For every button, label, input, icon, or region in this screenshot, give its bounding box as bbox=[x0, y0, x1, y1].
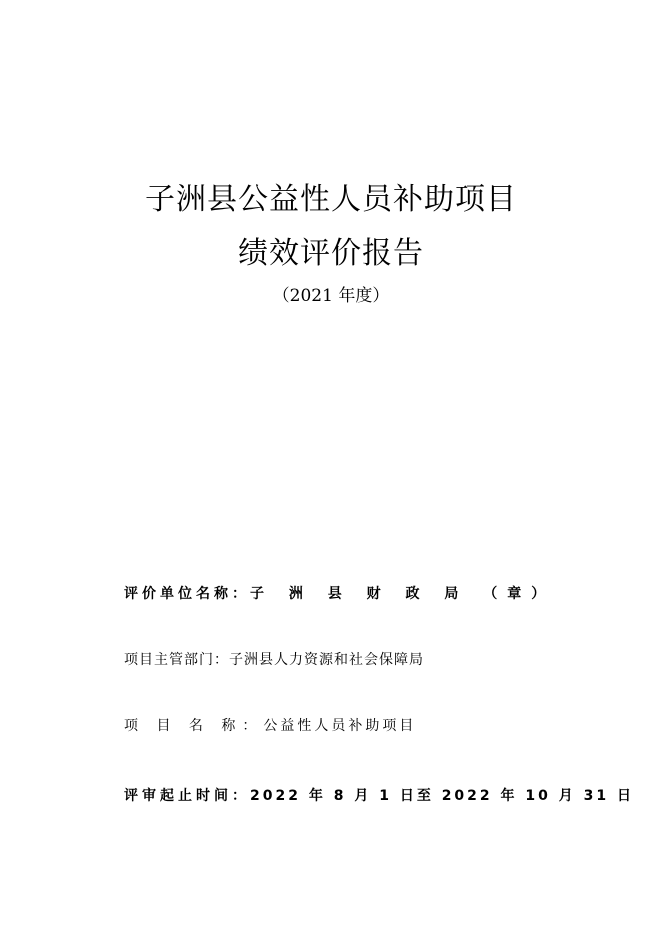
evaluation-unit-row bbox=[124, 584, 644, 604]
report-year: （2021 年度） bbox=[272, 286, 390, 306]
project-name-label: 项 目 名 称： bbox=[124, 718, 264, 734]
report-title-line-2: 绩效评价报告 bbox=[238, 236, 424, 271]
supervising-department-label: 项目主管部门： bbox=[124, 652, 229, 668]
review-period-label: 评审起止时间： bbox=[124, 788, 250, 804]
evaluation-unit-value: 子 洲 县 财 政 局 （章） bbox=[250, 586, 556, 602]
review-period-row bbox=[124, 786, 644, 806]
supervising-department-value: 子洲县人力资源和社会保障局 bbox=[229, 652, 424, 668]
evaluation-unit-label: 评价单位名称： bbox=[124, 586, 250, 602]
supervising-department-row bbox=[124, 650, 644, 670]
report-title-line-1: 子洲县公益性人员补助项目 bbox=[145, 182, 517, 217]
project-name-value: 公益性人员补助项目 bbox=[263, 718, 417, 734]
review-period-value: 2022 年 8 月 1 日至 2022 年 10 月 31 日 bbox=[250, 788, 634, 804]
project-name-row bbox=[124, 716, 644, 736]
